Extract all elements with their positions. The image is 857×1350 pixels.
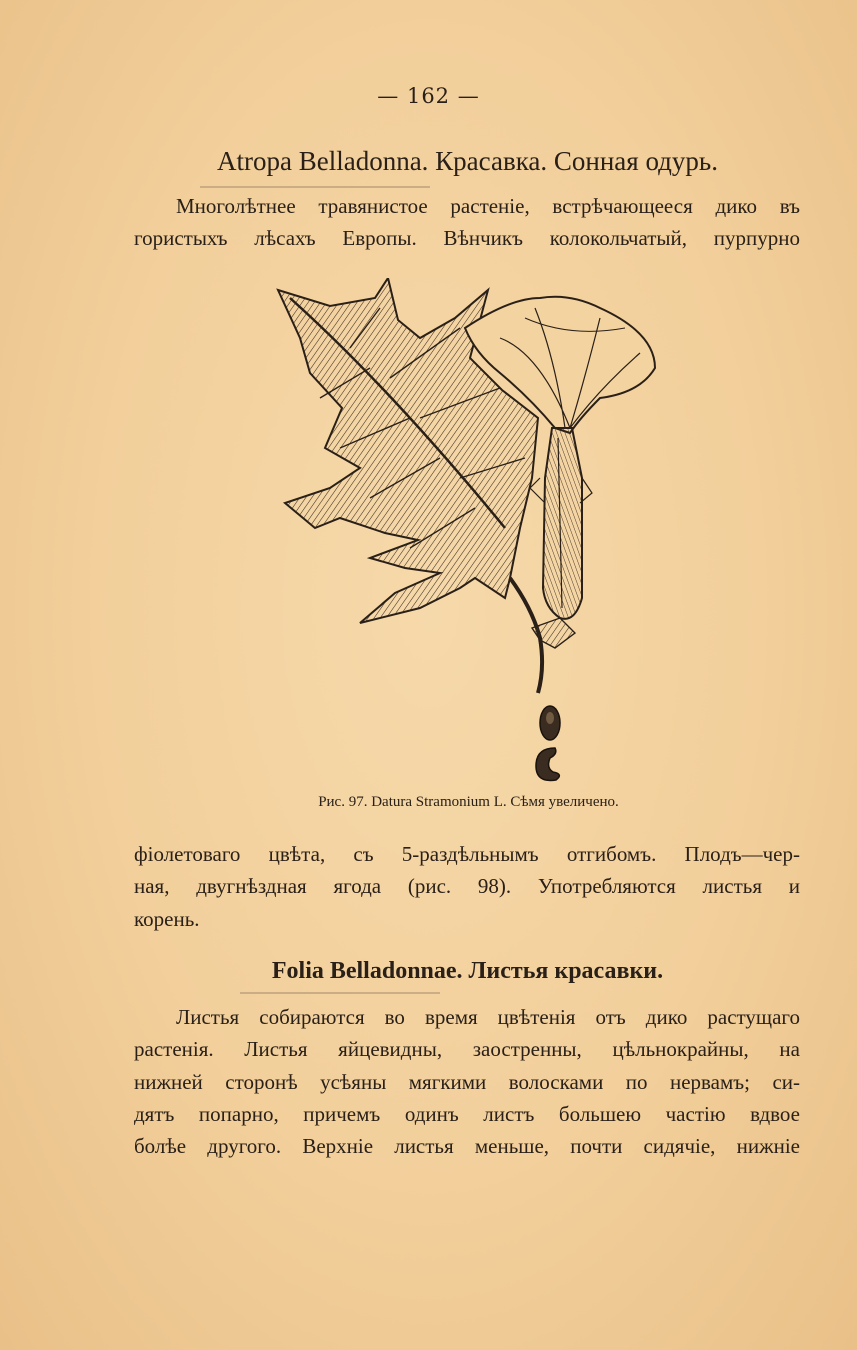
text-line: фіолетоваго цвѣта, съ 5-раздѣльнымъ отгибомъ. Плодъ—чер- xyxy=(134,842,800,866)
section-heading-atropa: Atropa Belladonna. Красавка. Сонная одурь. xyxy=(216,146,718,176)
section-heading-folia: Folia Belladonnae. Листья красавки. xyxy=(271,958,664,984)
text-line: дятъ попарно, причемъ одинъ листъ большею частію вдвое xyxy=(134,1101,800,1126)
flower-calyx xyxy=(543,428,582,619)
seed-side xyxy=(536,748,559,780)
heading-underline-ornament xyxy=(240,992,440,994)
paragraph-intro xyxy=(134,190,800,255)
text-line: нижней сторонѣ усѣяны мягкими волосками по нервамъ; си- xyxy=(134,1069,800,1094)
heading-underline-ornament xyxy=(200,186,430,188)
paragraph-continuation xyxy=(134,838,800,935)
figure-caption: Рис. 97. Datura Stramonium L. Сѣмя увеличено. xyxy=(318,794,619,810)
text-line: Многолѣтнее травянистое растеніе, встрѣчающееся дико въ xyxy=(176,194,800,218)
text-line: болѣе другого. Верхніе листья меньше, почти сидячіе, нижніе xyxy=(134,1134,800,1159)
text-line: растенія. Листья яйцевидны, заостренны, цѣльнокрайны, на xyxy=(134,1037,800,1062)
paragraph-folia xyxy=(134,1001,800,1162)
page-number: — 162 — xyxy=(377,84,480,108)
text-line: ная, двугнѣздная ягода (рис. 98). Употребляются листья и xyxy=(134,874,800,899)
datura-illustration xyxy=(270,278,665,788)
text-line: Листья собираются во время цвѣтенія отъ дико растущаго xyxy=(176,1005,800,1029)
text-line: корень. xyxy=(134,906,200,931)
text-line: гористыхъ лѣсахъ Европы. Вѣнчикъ колокольчатый, пурпурно xyxy=(134,226,800,251)
datura-plant-drawing xyxy=(270,278,665,788)
